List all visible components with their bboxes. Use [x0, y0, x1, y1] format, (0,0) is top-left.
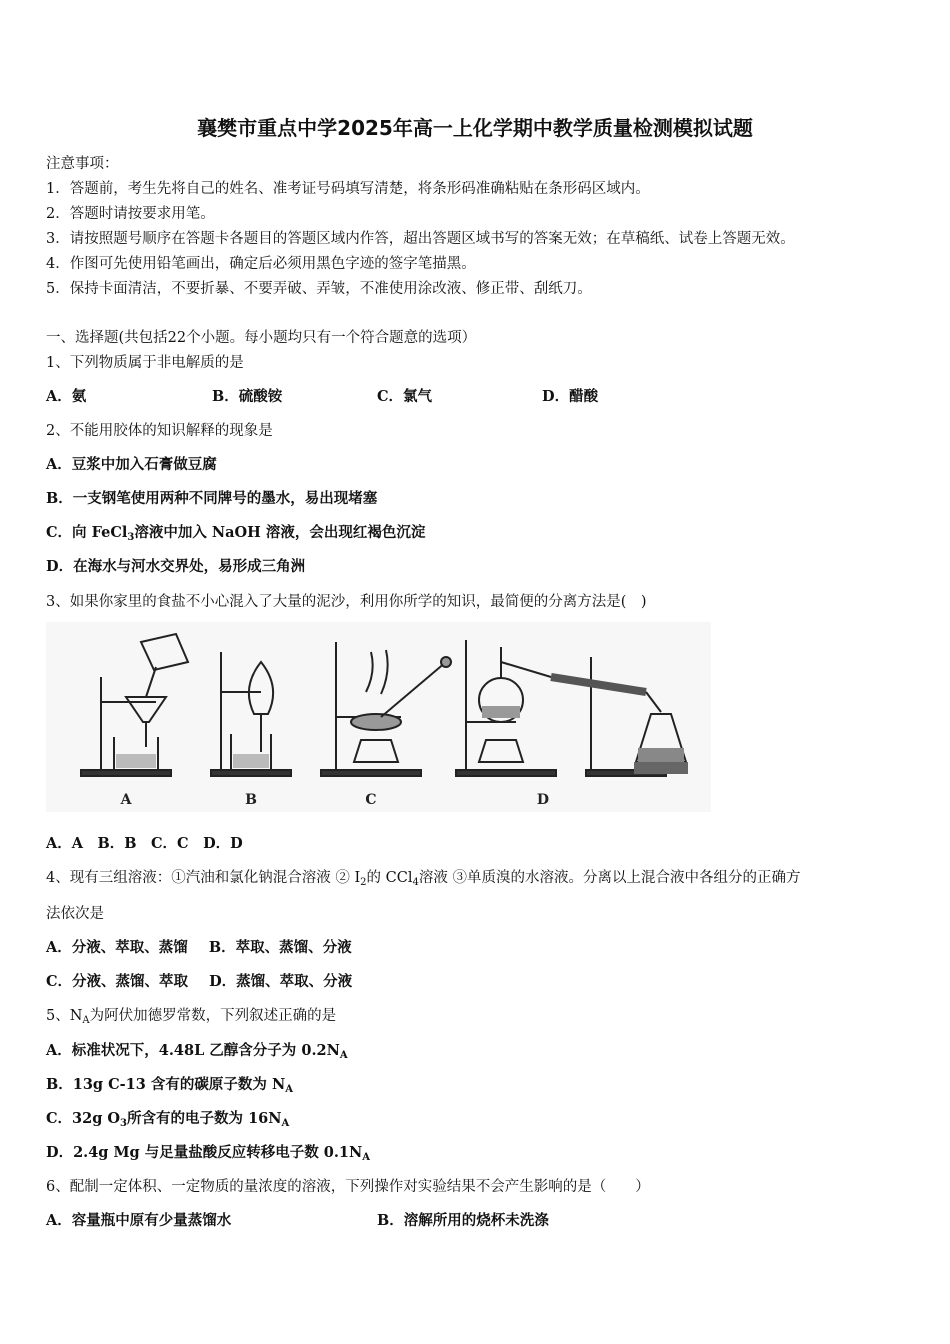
figure-label-b: B	[245, 792, 257, 808]
figure-label-c: C	[365, 792, 377, 808]
question-4-stem-cont: 法依次是	[46, 906, 104, 922]
figure-label-a: A	[120, 792, 132, 808]
question-5-stem: 5、$N_A$为阿伏加德罗常数，下列叙述正确的是	[46, 1008, 337, 1026]
question-4-options-row1	[46, 936, 352, 957]
option-a: A．豆浆中加入石膏做豆腐	[46, 456, 217, 473]
notice-item: 1．答题前，考生先将自己的姓名、准考证号码填写清楚，将条形码准确粘贴在条形码区域内。	[46, 181, 650, 197]
option-c: C．氯气	[377, 388, 433, 405]
page-title: 襄樊市重点中学2025年高一上化学期中教学质量检测模拟试题	[197, 116, 753, 140]
option-b: B．萃取、蒸馏、分液	[208, 939, 352, 956]
option-a: A．标准状况下，4.48L 乙醇含分子为 $0.2N_A$	[46, 1042, 348, 1061]
option-b: B．硫酸铵	[212, 388, 283, 405]
question-1-stem: 1、下列物质属于非电解质的是	[46, 355, 244, 371]
notice-heading: 注意事项：	[46, 156, 119, 172]
question-3-stem: 3、如果你家里的食盐不小心混入了大量的泥沙，利用你所学的知识，最简便的分离方法是( )	[46, 594, 647, 610]
option-d: D．2.4g Mg 与足量盐酸反应转移电子数 $0.1N_A$	[46, 1144, 371, 1163]
option-d: D．蒸馏、萃取、分液	[209, 973, 353, 990]
option-c: C．向 FeCl$_3$溶液中加入 NaOH 溶液，会出现红褐色沉淀	[46, 524, 426, 543]
figure-label-d: D	[536, 792, 550, 808]
option-d: D．醋酸	[542, 388, 599, 405]
option-b: B．溶解所用的烧杯未洗涤	[377, 1212, 549, 1229]
option-b: B．13g C-13 含有的碳原子数为 $N_A$	[46, 1076, 293, 1095]
notice-item: 2．答题时请按要求用笔。	[46, 206, 215, 222]
question-4-options-row2	[46, 970, 352, 991]
notice-item: 4．作图可先使用铅笔画出，确定后必须用黑色字迹的签字笔描黑。	[46, 256, 476, 272]
notice-item: 3．请按照题号顺序在答题卡各题目的答题区域内作答，超出答题区域书写的答案无效；在草稿纸、试卷上答题无效。	[46, 231, 795, 247]
apparatus-figure	[46, 622, 711, 812]
section-heading: 一、选择题(共包括22个小题。每小题均只有一个符合题意的选项）	[46, 330, 477, 346]
option-b: B．一支钢笔使用两种不同牌号的墨水，易出现堵塞	[46, 490, 378, 507]
option-d: D．在海水与河水交界处，易形成三角洲	[46, 558, 306, 575]
option-c: C．分液、蒸馏、萃取	[46, 973, 189, 990]
option-c: C．32g $O_3$所含有的电子数为 $16N_A$	[46, 1110, 290, 1129]
notice-item: 5．保持卡面清洁，不要折暴、不要弄破、弄皱，不准使用涂改液、修正带、刮纸刀。	[46, 281, 592, 297]
question-3-options: A．A B．B C．C D．D	[46, 835, 243, 852]
option-a: A．容量瓶中原有少量蒸馏水	[46, 1212, 232, 1229]
option-a: A．分液、萃取、蒸馏	[46, 939, 188, 956]
option-a: A．氨	[46, 388, 87, 405]
question-6-stem: 6、配制一定体积、一定物质的量浓度的溶液，下列操作对实验结果不会产生影响的是（ ）	[46, 1179, 650, 1195]
question-4-stem: 4、现有三组溶液：①汽油和氯化钠混合溶液 ② $I_2$的 CCl$_4$溶液 ③单质溴的水溶液。分离以上混合液中各组分的正确方	[46, 870, 801, 888]
question-2-stem: 2、不能用胶体的知识解释的现象是	[46, 423, 273, 439]
